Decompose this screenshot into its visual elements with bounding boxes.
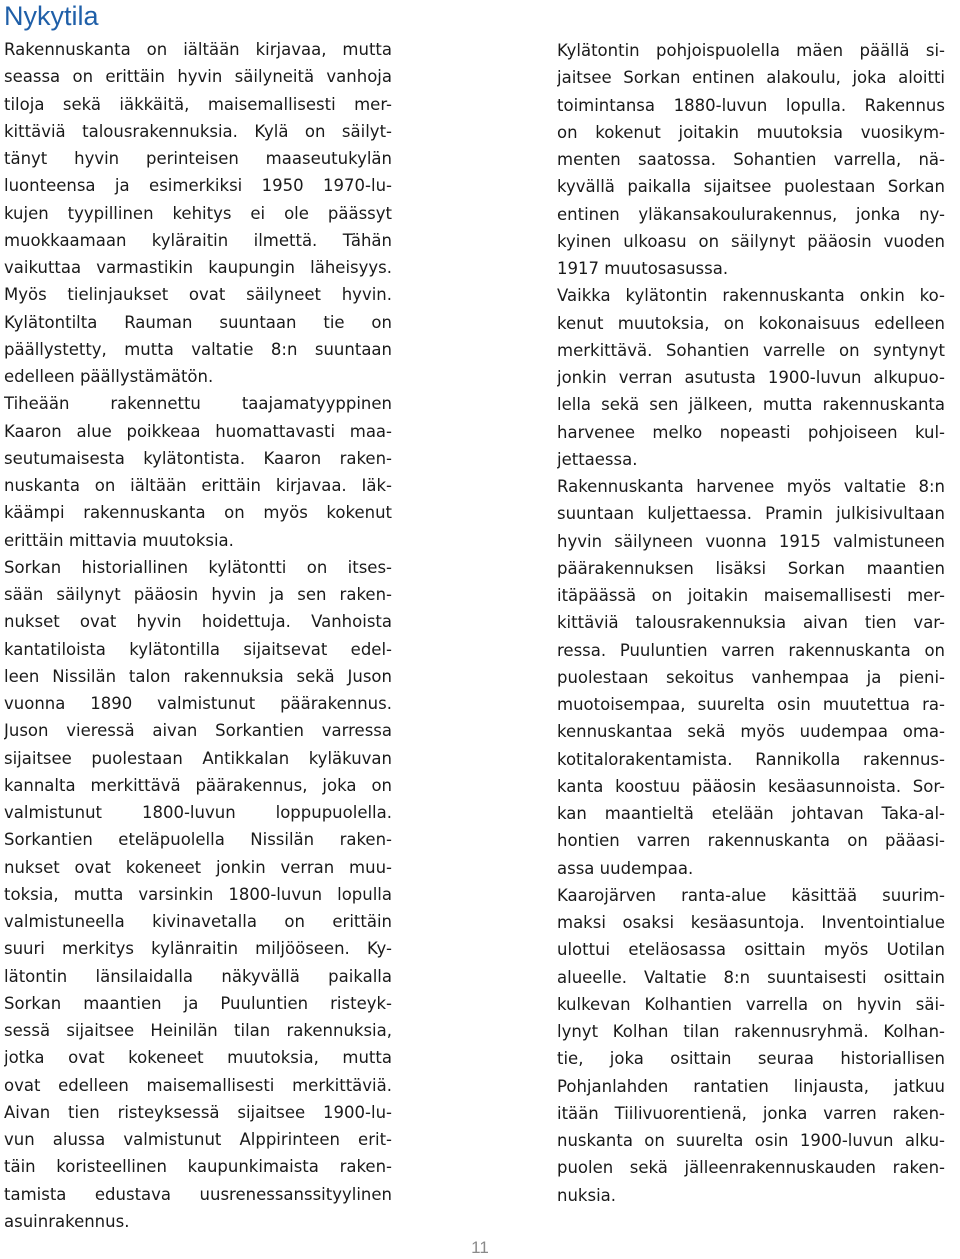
text-line: nukset ovat hyvin hoidettuja. Vanhoista	[4, 612, 392, 632]
paragraph	[557, 282, 945, 473]
text-line: toimintansa 1880-luvun lopulla. Rakennus	[557, 95, 945, 115]
text-line: asuinrakennus.	[4, 1211, 130, 1231]
paragraph	[4, 390, 392, 554]
text-line: kanta koostuu pääosin kesäasunnoista. Sor-	[557, 776, 945, 796]
text-line: puolen sekä jälleenrakennuskauden raken-	[557, 1158, 945, 1178]
text-line: tamista edustava uusrenessanssityylinen	[4, 1184, 392, 1204]
text-line: nukset ovat kokeneet jonkin verran muu-	[4, 857, 392, 877]
text-line: jaitsee Sorkan entinen alakoulu, joka aloitti	[557, 68, 945, 88]
text-line: itäpäässä on joitakin maisemallisesti mer-	[557, 586, 945, 605]
text-line: kittäviä talousrakennuksia. Kylä on säilyt-	[4, 121, 392, 141]
text-line: muokkaamaan kyläraitin ilmettä. Tähän	[4, 230, 392, 250]
text-line: itään Tiilivuorentienä, jonka varren raken-	[557, 1103, 945, 1123]
text-line: Kylätontilta Rauman suuntaan tie on	[4, 312, 392, 332]
text-line: valmistuneella kivinavetalla on erittäin	[4, 912, 392, 931]
text-line: Vaikka kylätontin rakennuskanta onkin ko-	[557, 286, 945, 306]
text-line: kenut muutoksia, on kokonaisuus edelleen	[557, 313, 945, 333]
text-line: tie, joka osittain seuraa historiallisen	[557, 1049, 945, 1069]
text-line: tänyt hyvin perinteisen maaseutukylän	[4, 149, 392, 168]
text-line: Tiheään rakennettu taajamatyyppinen	[4, 394, 392, 414]
text-line: Rakennuskanta harvenee myös valtatie 8:n	[557, 477, 945, 496]
paragraph	[4, 36, 392, 390]
text-line: kyinen ulkoasu on säilynyt pääosin vuoden	[557, 231, 945, 251]
text-line: Kylätontin pohjoispuolella mäen päällä si-	[557, 41, 945, 60]
left-text-column	[4, 36, 392, 1235]
text-line: Kaarojärven ranta-alue käsittää suurim-	[557, 885, 945, 905]
text-line: ressa. Puuluntien varren rakennuskanta on	[557, 640, 945, 660]
text-line: nuksia.	[557, 1185, 617, 1205]
text-line: hyvin säilyneen vuonna 1915 valmistuneen	[557, 531, 945, 551]
text-line: hontien varren rakennuskanta on pääasi-	[557, 831, 945, 851]
text-line: kotitalorakentamista. Rannikolla rakennus-	[557, 749, 945, 769]
text-line: suuri merkitys kylänraitin miljööseen. Ky-	[4, 939, 392, 959]
text-line: entinen yläkansakoulurakennus, jonka ny-	[557, 204, 945, 224]
right-text-column	[557, 37, 945, 1209]
text-line: vuonna 1890 valmistunut päärakennus.	[4, 694, 392, 713]
page-number: 11	[471, 1238, 489, 1257]
paragraph	[557, 473, 945, 882]
paragraph	[557, 882, 945, 1209]
text-line: kennuskantaa sekä myös uudempaa oma-	[557, 722, 945, 742]
text-line: edelleen päällystämätön.	[4, 367, 214, 386]
text-line: nuskanta on suurelta osin 1900-luvun alku-	[557, 1131, 945, 1150]
text-line: Kaaron alue poikkeaa huomattavasti maa-	[4, 421, 392, 441]
text-line: kannalta merkittävä päärakennus, joka on	[4, 775, 392, 795]
text-line: harvenee melko nopeasti pohjoiseen kul-	[557, 422, 945, 442]
text-line: kujen tyypillinen kehitys ei ole päässyt	[4, 203, 392, 223]
text-line: sijaitsee puolestaan Antikkalan kyläkuvan	[4, 748, 392, 768]
text-line: Juson vieressä aivan Sorkantien varressa	[4, 721, 392, 741]
page-title: Nykytila	[4, 1, 99, 31]
text-line: kyvällä paikalla sijaitsee puolestaan Sorkan	[557, 177, 945, 197]
text-line: lella sekä sen jälkeen, mutta rakennuskanta	[557, 395, 945, 415]
text-line: seutumaisesta kylätontista. Kaaron raken-	[4, 448, 392, 468]
text-line: erittäin mittavia muutoksia.	[4, 530, 234, 550]
text-line: kantatiloista kylätontilla sijaitsevat edel-	[4, 639, 392, 659]
text-line: leen Nissilän talon rakennuksia sekä Juson	[4, 666, 392, 686]
text-line: päällystetty, mutta valtatie 8:n suuntaan	[4, 339, 392, 359]
text-line: merkittävä. Sohantien varrelle on syntynyt	[557, 340, 945, 360]
text-line: vun alussa valmistunut Alppirinteen erit-	[4, 1130, 392, 1149]
text-line: Sorkan maantien ja Puuluntien risteyk-	[4, 993, 392, 1013]
text-line: käämpi rakennuskanta on myös kokenut	[4, 503, 392, 523]
paragraph	[4, 554, 392, 1235]
text-line: assa uudempaa.	[557, 858, 694, 878]
text-line: 1917 muutosasussa.	[557, 259, 729, 278]
text-line: Aivan tien risteyksessä sijaitsee 1900-lu-	[4, 1102, 392, 1122]
text-line: on kokenut joitakin muutoksia vuosikym-	[557, 122, 945, 142]
text-line: alueelle. Valtatie 8:n suuntaisesti osittain	[557, 967, 945, 987]
text-line: Sorkantien eteläpuolella Nissilän raken-	[4, 830, 392, 850]
text-line: puolestaan sekoitus vanhempaa ja pieni-	[557, 667, 945, 687]
text-line: kan maantieltä etelään johtavan Taka-al-	[557, 804, 945, 823]
text-line: Rakennuskanta on iältään kirjavaa, mutta	[4, 40, 392, 59]
text-line: päärakennuksen lisäksi Sorkan maantien	[557, 558, 945, 578]
text-line: Pohjanlahden rantatien linjausta, jatkuu	[557, 1076, 945, 1096]
text-line: ovat edelleen maisemallisesti merkittäviä.	[4, 1075, 392, 1095]
text-line: muotoisempaa, suurelta osin muutettua ra-	[557, 695, 945, 714]
text-line: menten saatossa. Sohantien varrella, nä-	[557, 150, 945, 169]
text-line: kittäviä talousrakennuksia aivan tien var-	[557, 613, 945, 633]
text-line: jonkin verran asutusta 1900-luvun alkupuo-	[557, 368, 945, 387]
text-line: suuntaan kuljettaessa. Pramin julkisivultaan	[557, 504, 945, 524]
text-line: seassa on erittäin hyvin säilyneitä vanhoja	[4, 67, 392, 87]
text-line: tiloja sekä iäkkäitä, maisemallisesti mer-	[4, 94, 392, 114]
text-line: täin koristeellinen kaupunkimaista raken-	[4, 1157, 392, 1177]
text-line: toksia, mutta varsinkin 1800-luvun lopulla	[4, 884, 392, 904]
text-line: nuskanta on iältään erittäin kirjavaa. Iäk-	[4, 476, 392, 495]
text-line: jettaessa.	[557, 449, 638, 469]
text-line: kulkevan Kolhantien varrella on hyvin säi-	[557, 994, 945, 1014]
text-line: maksi osaksi kesäasuntoja. Inventointialue	[557, 913, 945, 932]
text-line: Sorkan historiallinen kylätontti on itses-	[4, 557, 392, 577]
text-line: lätontin länsilaidalla näkyvällä paikalla	[4, 966, 392, 986]
paragraph	[557, 37, 945, 282]
text-line: Myös tielinjaukset ovat säilyneet hyvin.	[4, 285, 392, 305]
text-line: ulottui eteläosassa osittain myös Uotilan	[557, 940, 945, 960]
text-line: lynyt Kolhan tilan rakennusryhmä. Kolhan-	[557, 1022, 945, 1041]
text-line: sään säilynyt pääosin hyvin ja sen raken-	[4, 585, 392, 604]
text-line: luonteensa ja esimerkiksi 1950 1970-lu-	[4, 176, 392, 196]
text-line: jotka ovat kokeneet muutoksia, mutta	[4, 1048, 392, 1068]
text-line: valmistunut 1800-luvun loppupuolella.	[4, 803, 392, 822]
text-line: vaikuttaa varmastikin kaupungin läheisyys.	[4, 258, 392, 277]
text-line: sessä sijaitsee Heinilän tilan rakennuksia,	[4, 1021, 392, 1040]
